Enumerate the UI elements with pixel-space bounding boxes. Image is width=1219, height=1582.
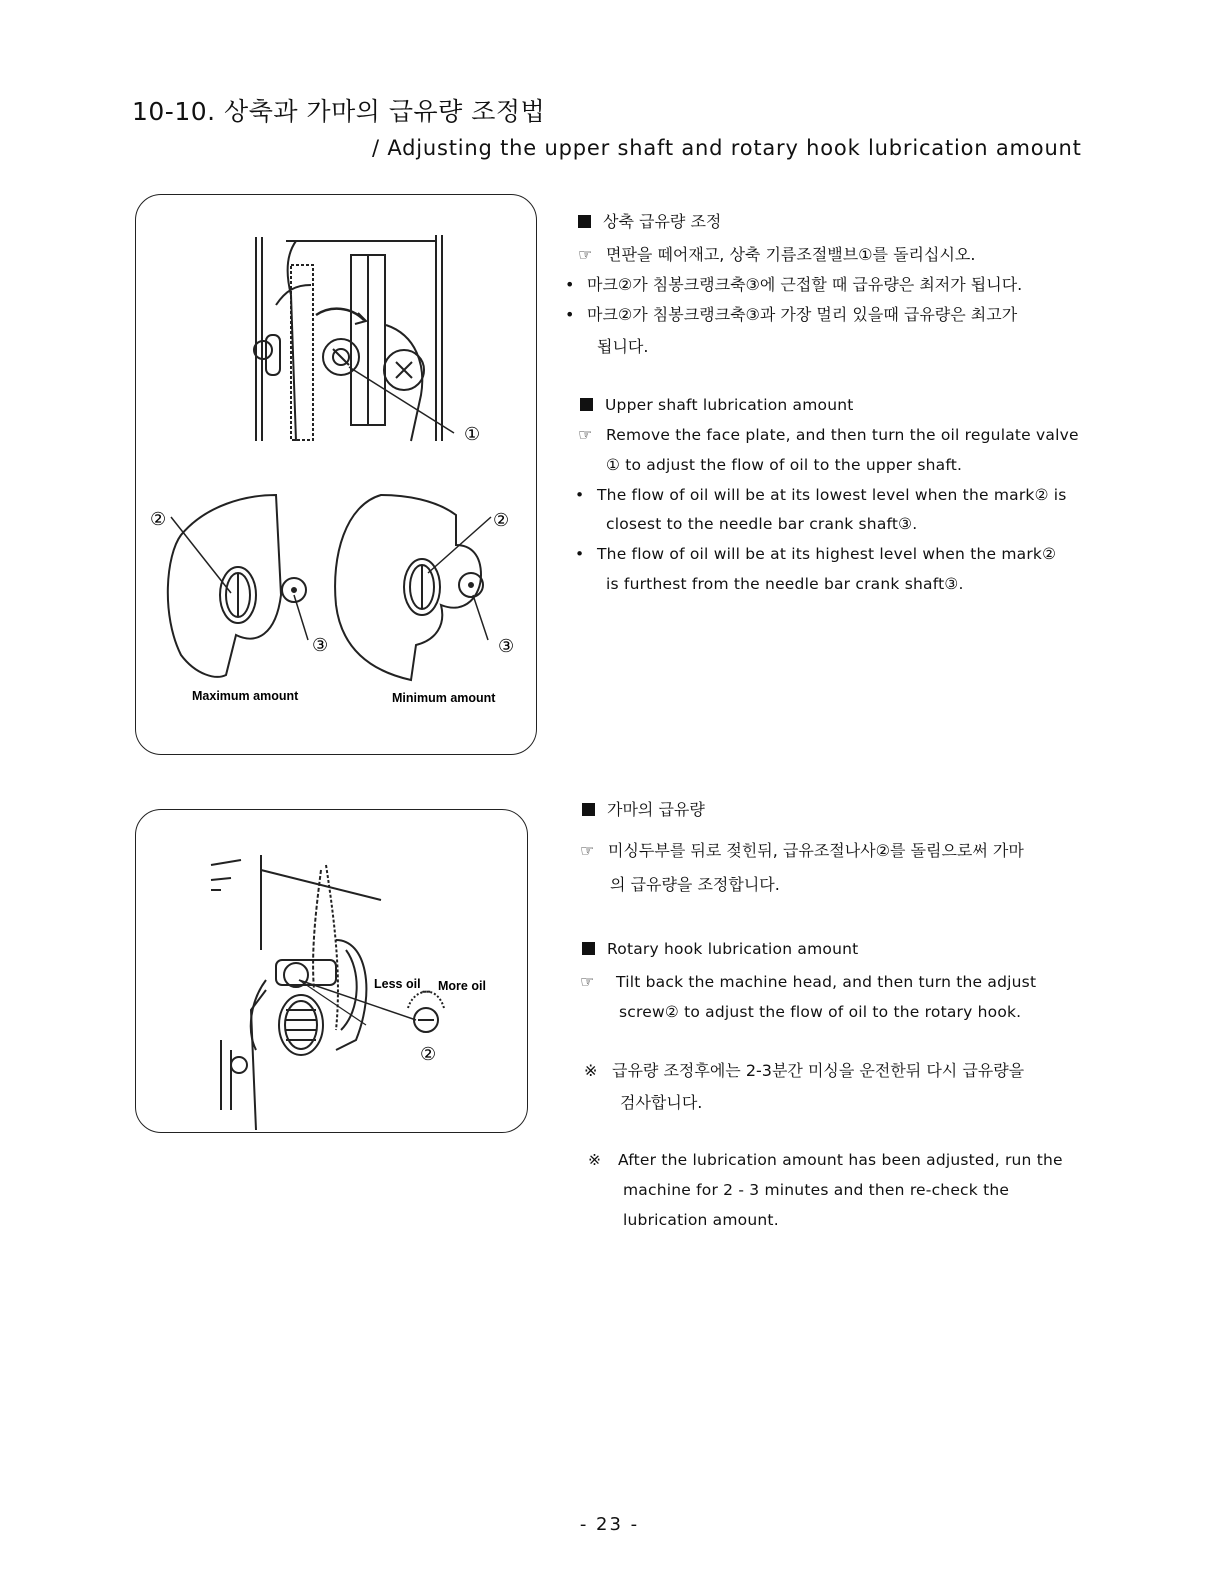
callout-2-screw: ②: [420, 1044, 437, 1064]
square-bullet-icon: [578, 215, 591, 228]
upper-shaft-illustration: [136, 195, 536, 754]
section1-heading-en: Upper shaft lubrication amount: [580, 390, 854, 420]
callout-2-left: ②: [150, 509, 167, 529]
square-bullet-icon: [582, 803, 595, 816]
section1-bullet1-ko: • 마크②가 침봉크랭크축③에 근접할 때 급유량은 최저가 됩니다.: [565, 275, 1023, 294]
pointing-hand-icon: ☞: [580, 841, 595, 860]
figure-upper-shaft-panel: [135, 194, 537, 755]
page-number: - 23 -: [579, 1514, 640, 1535]
caption-maximum-amount: Maximum amount: [192, 689, 299, 703]
section1-bullet1-en: • The flow of oil will be at its lowest level when the mark② is: [575, 486, 1067, 504]
section1-instruction-en-cont: ① to adjust the flow of oil to the upper shaft.: [606, 456, 963, 474]
callout-2-right: ②: [493, 510, 510, 530]
figure-rotary-hook-panel: [135, 809, 528, 1133]
section1-bullet2-ko: • 마크②가 침봉크랭크축③과 가장 멀리 있을때 급유량은 최고가: [565, 305, 1018, 324]
section2-note-ko-cont: 검사합니다.: [620, 1093, 703, 1112]
section2-heading-en: Rotary hook lubrication amount: [582, 934, 858, 964]
callout-3-left: ③: [312, 635, 329, 655]
note-mark-icon: ※: [588, 1151, 602, 1169]
section1-heading-ko: 상축 급유량 조정: [578, 207, 721, 237]
section2-instruction-en-cont: screw② to adjust the flow of oil to the rotary hook.: [619, 1003, 1022, 1021]
rotary-hook-illustration: [136, 810, 527, 1132]
pointing-hand-icon: ☞: [580, 972, 595, 991]
section2-note-en: ※ After the lubrication amount has been adjusted, run the: [588, 1145, 1063, 1175]
section1-instruction-en: ☞ Remove the face plate, and then turn the oil regulate valve: [578, 420, 1079, 450]
section1-bullet2-en-cont: is furthest from the needle bar crank shaft③.: [606, 575, 964, 593]
callout-1-upper: ①: [464, 424, 481, 444]
section1-bullet1-en-cont: closest to the needle bar crank shaft③.: [606, 515, 918, 533]
section2-note-en-cont2: machine for 2 - 3 minutes and then re-check the: [623, 1181, 1010, 1199]
section2-heading-ko: 가마의 급유량: [582, 795, 705, 825]
page-title: 10-10. 상축과 가마의 급유량 조정법: [132, 97, 546, 126]
section2-instruction-en: ☞ Tilt back the machine head, and then turn the adjust: [580, 967, 1036, 997]
section2-note-en-cont3: lubrication amount.: [623, 1211, 779, 1229]
callout-3-right: ③: [498, 636, 515, 656]
label-less-oil: Less oil: [374, 977, 421, 991]
square-bullet-icon: [582, 942, 595, 955]
square-bullet-icon: [580, 398, 593, 411]
label-more-oil: More oil: [438, 979, 486, 993]
pointing-hand-icon: ☞: [578, 245, 593, 264]
section2-instruction-ko-cont: 의 급유량을 조정합니다.: [610, 875, 780, 894]
section2-note-ko: ※ 급유량 조정후에는 2-3분간 미싱을 운전한뒤 다시 급유량을: [584, 1056, 1024, 1086]
caption-minimum-amount: Minimum amount: [392, 691, 496, 705]
section1-bullet2-ko-cont: 됩니다.: [597, 337, 649, 356]
page-subtitle: / Adjusting the upper shaft and rotary hook lubrication amount: [372, 136, 1082, 160]
pointing-hand-icon: ☞: [578, 425, 593, 444]
section1-instruction-ko: ☞ 면판을 떼어재고, 상축 기름조절밸브①를 돌리십시오.: [578, 240, 975, 270]
section2-instruction-ko: ☞ 미싱두부를 뒤로 젖힌뒤, 급유조절나사②를 돌림으로써 가마: [580, 836, 1024, 866]
section1-bullet2-en: • The flow of oil will be at its highest level when the mark②: [575, 545, 1057, 563]
note-mark-icon: ※: [584, 1061, 598, 1080]
